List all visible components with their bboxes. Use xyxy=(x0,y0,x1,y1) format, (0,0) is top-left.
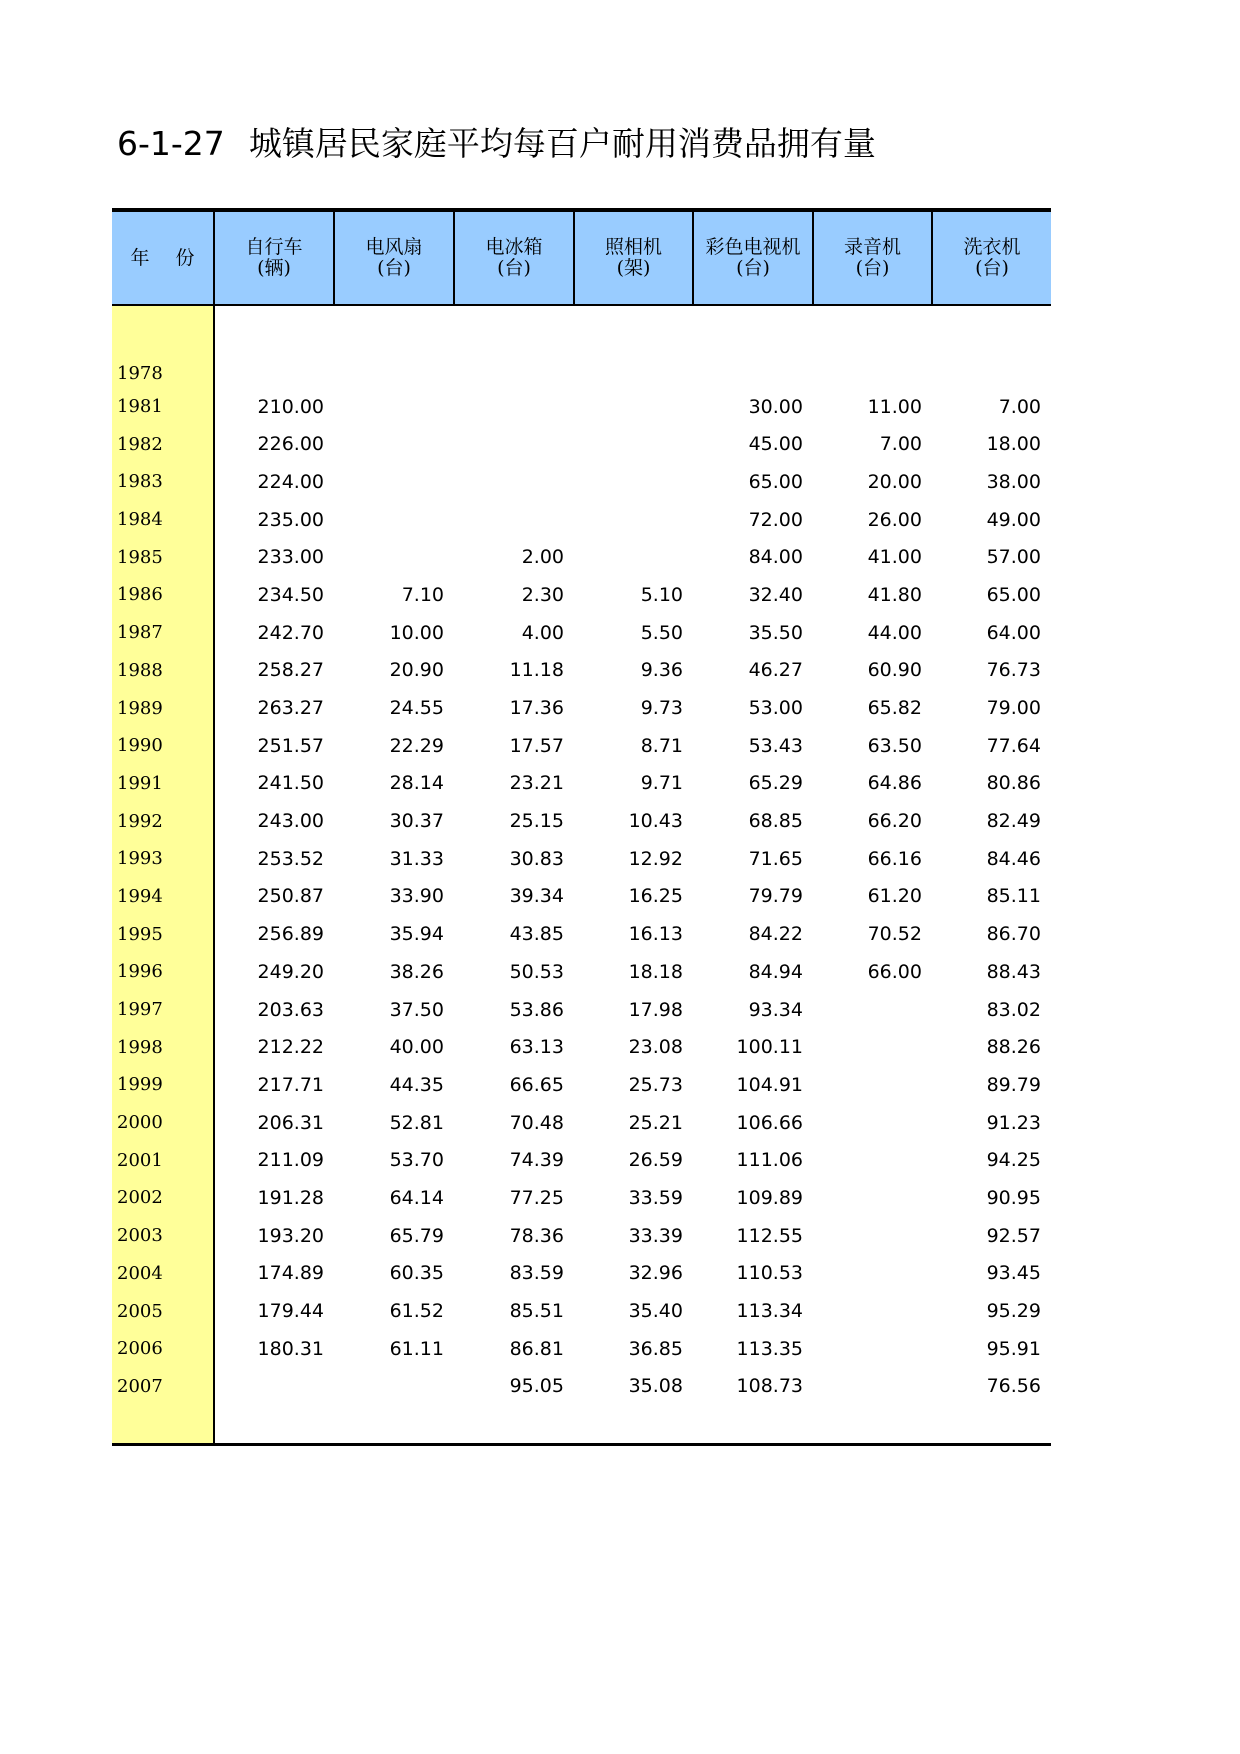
value-cell: 36.85 xyxy=(628,1337,683,1360)
value-cell: 20.90 xyxy=(389,659,444,682)
value-cell: 35.94 xyxy=(389,923,444,946)
value-cell: 23.08 xyxy=(628,1036,683,1059)
value-cell: 86.70 xyxy=(986,923,1041,946)
table-row xyxy=(112,1292,1051,1330)
year-cell: 1997 xyxy=(112,991,214,1029)
value-cell: 2.00 xyxy=(521,546,564,569)
value-cell: 95.91 xyxy=(986,1337,1041,1360)
value-cell: 93.45 xyxy=(986,1262,1041,1285)
value-cell: 100.11 xyxy=(736,1036,803,1059)
value-cell: 35.40 xyxy=(628,1300,683,1323)
value-cell: 95.29 xyxy=(986,1300,1041,1323)
value-cell: 85.11 xyxy=(986,885,1041,908)
value-cell: 203.63 xyxy=(257,998,324,1021)
value-cell xyxy=(813,1179,932,1217)
value-cell: 84.94 xyxy=(748,960,803,983)
value-cell: 61.11 xyxy=(389,1337,444,1360)
value-cell: 2.30 xyxy=(521,583,564,606)
value-cell xyxy=(813,1141,932,1179)
value-cell: 85.51 xyxy=(509,1300,564,1323)
year-cell: 1990 xyxy=(112,727,214,765)
value-cell: 74.39 xyxy=(509,1149,564,1172)
value-cell: 83.59 xyxy=(509,1262,564,1285)
value-cell: 64.14 xyxy=(389,1186,444,1209)
year-cell: 1991 xyxy=(112,765,214,803)
value-cell: 65.82 xyxy=(867,697,922,720)
table-row xyxy=(112,346,1051,388)
year-cell: 1987 xyxy=(112,614,214,652)
value-cell xyxy=(813,1292,932,1330)
value-cell xyxy=(813,1104,932,1142)
year-cell: 1996 xyxy=(112,953,214,991)
value-cell: 210.00 xyxy=(257,395,324,418)
value-cell: 33.59 xyxy=(628,1186,683,1209)
table-row xyxy=(112,538,1051,576)
year-cell: 1981 xyxy=(112,388,214,426)
value-cell: 79.79 xyxy=(748,885,803,908)
value-cell: 25.21 xyxy=(628,1111,683,1134)
value-cell: 211.09 xyxy=(257,1149,324,1172)
value-cell xyxy=(813,991,932,1029)
value-cell xyxy=(813,1066,932,1104)
year-cell: 2000 xyxy=(112,1104,214,1142)
column-header: 洗衣机 (台) xyxy=(932,210,1051,305)
value-cell: 17.57 xyxy=(509,734,564,757)
value-cell xyxy=(813,1028,932,1066)
value-cell: 17.36 xyxy=(509,697,564,720)
value-cell: 233.00 xyxy=(257,546,324,569)
column-header: 电风扇 (台) xyxy=(334,210,454,305)
value-cell: 174.89 xyxy=(257,1262,324,1285)
value-cell: 11.00 xyxy=(867,395,922,418)
value-cell: 46.27 xyxy=(748,659,803,682)
value-cell: 90.95 xyxy=(986,1186,1041,1209)
year-cell: 1982 xyxy=(112,425,214,463)
value-cell: 7.00 xyxy=(879,433,922,456)
value-cell: 38.00 xyxy=(986,470,1041,493)
table-row xyxy=(112,1066,1051,1104)
value-cell xyxy=(574,463,693,501)
table-row xyxy=(112,576,1051,614)
column-header: 彩色电视机 (台) xyxy=(693,210,813,305)
value-cell: 40.00 xyxy=(389,1036,444,1059)
value-cell: 61.52 xyxy=(389,1300,444,1323)
table-row xyxy=(112,1368,1051,1406)
value-cell: 49.00 xyxy=(986,508,1041,531)
value-cell xyxy=(813,1368,932,1406)
value-cell: 9.36 xyxy=(640,659,683,682)
year-cell: 1988 xyxy=(112,652,214,690)
year-cell: 1999 xyxy=(112,1066,214,1104)
value-cell xyxy=(574,538,693,576)
year-cell: 2006 xyxy=(112,1330,214,1368)
value-cell: 41.80 xyxy=(867,583,922,606)
table-row xyxy=(112,1330,1051,1368)
value-cell: 26.00 xyxy=(867,508,922,531)
year-cell: 1978 xyxy=(112,346,214,388)
value-cell xyxy=(693,346,813,388)
table-row xyxy=(112,1255,1051,1293)
value-cell: 72.00 xyxy=(748,508,803,531)
value-cell xyxy=(813,346,932,388)
year-cell: 1984 xyxy=(112,501,214,539)
value-cell xyxy=(574,425,693,463)
value-cell: 235.00 xyxy=(257,508,324,531)
value-cell: 80.86 xyxy=(986,772,1041,795)
value-cell: 66.20 xyxy=(867,810,922,833)
value-cell: 70.52 xyxy=(867,923,922,946)
value-cell: 10.00 xyxy=(389,621,444,644)
table-row xyxy=(112,652,1051,690)
value-cell: 70.48 xyxy=(509,1111,564,1134)
value-cell: 65.00 xyxy=(986,583,1041,606)
value-cell: 234.50 xyxy=(257,583,324,606)
value-cell: 77.25 xyxy=(509,1186,564,1209)
value-cell: 65.00 xyxy=(748,470,803,493)
value-cell: 113.34 xyxy=(736,1300,803,1323)
value-cell: 30.83 xyxy=(509,847,564,870)
value-cell xyxy=(574,346,693,388)
value-cell: 66.65 xyxy=(509,1073,564,1096)
year-cell: 2003 xyxy=(112,1217,214,1255)
value-cell: 53.00 xyxy=(748,697,803,720)
value-cell: 30.00 xyxy=(748,395,803,418)
value-cell: 63.13 xyxy=(509,1036,564,1059)
value-cell xyxy=(454,501,574,539)
value-cell xyxy=(334,346,454,388)
value-cell: 258.27 xyxy=(257,659,324,682)
value-cell: 109.89 xyxy=(736,1186,803,1209)
value-cell: 39.34 xyxy=(509,885,564,908)
value-cell: 7.10 xyxy=(401,583,444,606)
value-cell: 217.71 xyxy=(257,1073,324,1096)
value-cell: 53.70 xyxy=(389,1149,444,1172)
spacer-row xyxy=(112,1405,1051,1445)
value-cell: 84.00 xyxy=(748,546,803,569)
year-cell: 1993 xyxy=(112,840,214,878)
value-cell: 24.55 xyxy=(389,697,444,720)
table-row xyxy=(112,727,1051,765)
value-cell: 92.57 xyxy=(986,1224,1041,1247)
year-cell: 1986 xyxy=(112,576,214,614)
value-cell xyxy=(334,1368,454,1406)
value-cell: 64.86 xyxy=(867,772,922,795)
table-row xyxy=(112,1028,1051,1066)
table-row xyxy=(112,802,1051,840)
value-cell: 253.52 xyxy=(257,847,324,870)
value-cell: 106.66 xyxy=(736,1111,803,1134)
value-cell: 68.85 xyxy=(748,810,803,833)
value-cell: 76.73 xyxy=(986,659,1041,682)
value-cell: 88.26 xyxy=(986,1036,1041,1059)
value-cell: 28.14 xyxy=(389,772,444,795)
value-cell: 180.31 xyxy=(257,1337,324,1360)
value-cell: 17.98 xyxy=(628,998,683,1021)
table-title-text: 城镇居民家庭平均每百户耐用消费品拥有量 xyxy=(248,124,876,163)
value-cell xyxy=(813,1255,932,1293)
value-cell: 77.64 xyxy=(986,734,1041,757)
value-cell xyxy=(334,463,454,501)
year-cell: 2007 xyxy=(112,1368,214,1406)
value-cell: 113.35 xyxy=(736,1337,803,1360)
value-cell: 78.36 xyxy=(509,1224,564,1247)
value-cell: 45.00 xyxy=(748,433,803,456)
value-cell: 91.23 xyxy=(986,1111,1041,1134)
year-cell: 1992 xyxy=(112,802,214,840)
table-row xyxy=(112,1179,1051,1217)
value-cell: 43.85 xyxy=(509,923,564,946)
table-row xyxy=(112,991,1051,1029)
value-cell xyxy=(334,501,454,539)
value-cell xyxy=(454,425,574,463)
value-cell: 65.79 xyxy=(389,1224,444,1247)
year-cell: 1994 xyxy=(112,878,214,916)
value-cell: 25.15 xyxy=(509,810,564,833)
value-cell xyxy=(334,425,454,463)
table-row xyxy=(112,840,1051,878)
value-cell: 22.29 xyxy=(389,734,444,757)
value-cell: 44.35 xyxy=(389,1073,444,1096)
value-cell: 53.86 xyxy=(509,998,564,1021)
value-cell: 224.00 xyxy=(257,470,324,493)
value-cell xyxy=(214,346,334,388)
value-cell: 89.79 xyxy=(986,1073,1041,1096)
table-row xyxy=(112,1217,1051,1255)
column-header: 电冰箱 (台) xyxy=(454,210,574,305)
value-cell: 16.25 xyxy=(628,885,683,908)
value-cell: 7.00 xyxy=(998,395,1041,418)
value-cell: 66.00 xyxy=(867,960,922,983)
value-cell: 33.90 xyxy=(389,885,444,908)
value-cell: 71.65 xyxy=(748,847,803,870)
value-cell: 38.26 xyxy=(389,960,444,983)
table-row xyxy=(112,878,1051,916)
value-cell: 52.81 xyxy=(389,1111,444,1134)
value-cell: 65.29 xyxy=(748,772,803,795)
value-cell: 93.34 xyxy=(748,998,803,1021)
page-title xyxy=(117,118,876,165)
value-cell xyxy=(813,1330,932,1368)
column-header: 录音机 (台) xyxy=(813,210,932,305)
value-cell xyxy=(334,388,454,426)
value-cell: 95.05 xyxy=(509,1375,564,1398)
value-cell: 16.13 xyxy=(628,923,683,946)
value-cell: 256.89 xyxy=(257,923,324,946)
value-cell: 84.22 xyxy=(748,923,803,946)
table-row xyxy=(112,1104,1051,1142)
value-cell xyxy=(454,463,574,501)
value-cell: 82.49 xyxy=(986,810,1041,833)
table-row xyxy=(112,501,1051,539)
value-cell: 193.20 xyxy=(257,1224,324,1247)
value-cell: 31.33 xyxy=(389,847,444,870)
table-row xyxy=(112,425,1051,463)
value-cell: 37.50 xyxy=(389,998,444,1021)
value-cell: 32.96 xyxy=(628,1262,683,1285)
table-row xyxy=(112,689,1051,727)
value-cell: 108.73 xyxy=(736,1375,803,1398)
table-body xyxy=(112,305,1051,1445)
year-column-header: 年 份 xyxy=(112,210,214,305)
value-cell: 10.43 xyxy=(628,810,683,833)
value-cell: 32.40 xyxy=(748,583,803,606)
value-cell: 88.43 xyxy=(986,960,1041,983)
value-cell: 4.00 xyxy=(521,621,564,644)
year-cell: 2001 xyxy=(112,1141,214,1179)
table-number: 6-1-27 xyxy=(117,124,225,163)
value-cell: 94.25 xyxy=(986,1149,1041,1172)
table-header-row xyxy=(112,210,1051,305)
value-cell xyxy=(574,388,693,426)
value-cell: 5.10 xyxy=(640,583,683,606)
durable-goods-table xyxy=(112,208,1051,1446)
value-cell: 60.35 xyxy=(389,1262,444,1285)
value-cell xyxy=(214,1368,334,1406)
year-cell: 1989 xyxy=(112,689,214,727)
spacer-row xyxy=(112,305,1051,346)
value-cell xyxy=(813,1217,932,1255)
value-cell xyxy=(932,346,1051,388)
value-cell xyxy=(334,538,454,576)
value-cell: 243.00 xyxy=(257,810,324,833)
column-header: 照相机 (架) xyxy=(574,210,693,305)
value-cell: 76.56 xyxy=(986,1375,1041,1398)
value-cell: 50.53 xyxy=(509,960,564,983)
value-cell: 9.73 xyxy=(640,697,683,720)
value-cell: 191.28 xyxy=(257,1186,324,1209)
value-cell: 110.53 xyxy=(736,1262,803,1285)
value-cell: 66.16 xyxy=(867,847,922,870)
value-cell: 61.20 xyxy=(867,885,922,908)
value-cell: 44.00 xyxy=(867,621,922,644)
value-cell: 84.46 xyxy=(986,847,1041,870)
value-cell: 25.73 xyxy=(628,1073,683,1096)
year-cell: 1983 xyxy=(112,463,214,501)
value-cell xyxy=(454,346,574,388)
value-cell: 35.50 xyxy=(748,621,803,644)
value-cell: 35.08 xyxy=(628,1375,683,1398)
table-row xyxy=(112,388,1051,426)
value-cell: 18.00 xyxy=(986,433,1041,456)
value-cell: 53.43 xyxy=(748,734,803,757)
table-row xyxy=(112,915,1051,953)
value-cell: 18.18 xyxy=(628,960,683,983)
value-cell: 241.50 xyxy=(257,772,324,795)
year-cell: 1985 xyxy=(112,538,214,576)
value-cell: 242.70 xyxy=(257,621,324,644)
value-cell: 60.90 xyxy=(867,659,922,682)
value-cell: 212.22 xyxy=(257,1036,324,1059)
value-cell: 9.71 xyxy=(640,772,683,795)
value-cell: 30.37 xyxy=(389,810,444,833)
year-cell: 1995 xyxy=(112,915,214,953)
value-cell: 20.00 xyxy=(867,470,922,493)
value-cell: 83.02 xyxy=(986,998,1041,1021)
value-cell: 111.06 xyxy=(736,1149,803,1172)
value-cell: 8.71 xyxy=(640,734,683,757)
value-cell: 251.57 xyxy=(257,734,324,757)
value-cell: 206.31 xyxy=(257,1111,324,1134)
value-cell: 23.21 xyxy=(509,772,564,795)
column-header: 自行车 (辆) xyxy=(214,210,334,305)
value-cell: 86.81 xyxy=(509,1337,564,1360)
value-cell: 263.27 xyxy=(257,697,324,720)
value-cell: 33.39 xyxy=(628,1224,683,1247)
year-cell: 1998 xyxy=(112,1028,214,1066)
value-cell: 250.87 xyxy=(257,885,324,908)
table-row xyxy=(112,1141,1051,1179)
year-cell: 2002 xyxy=(112,1179,214,1217)
value-cell: 5.50 xyxy=(640,621,683,644)
year-cell: 2004 xyxy=(112,1255,214,1293)
value-cell: 79.00 xyxy=(986,697,1041,720)
table-row xyxy=(112,614,1051,652)
table-row xyxy=(112,953,1051,991)
value-cell xyxy=(574,501,693,539)
value-cell: 104.91 xyxy=(736,1073,803,1096)
value-cell xyxy=(454,388,574,426)
value-cell: 12.92 xyxy=(628,847,683,870)
value-cell: 249.20 xyxy=(257,960,324,983)
value-cell: 112.55 xyxy=(736,1224,803,1247)
value-cell: 226.00 xyxy=(257,433,324,456)
value-cell: 63.50 xyxy=(867,734,922,757)
value-cell: 41.00 xyxy=(867,546,922,569)
value-cell: 11.18 xyxy=(509,659,564,682)
table-row xyxy=(112,765,1051,803)
value-cell: 64.00 xyxy=(986,621,1041,644)
value-cell: 179.44 xyxy=(257,1300,324,1323)
year-cell: 2005 xyxy=(112,1292,214,1330)
value-cell: 57.00 xyxy=(986,546,1041,569)
value-cell: 26.59 xyxy=(628,1149,683,1172)
table-row xyxy=(112,463,1051,501)
